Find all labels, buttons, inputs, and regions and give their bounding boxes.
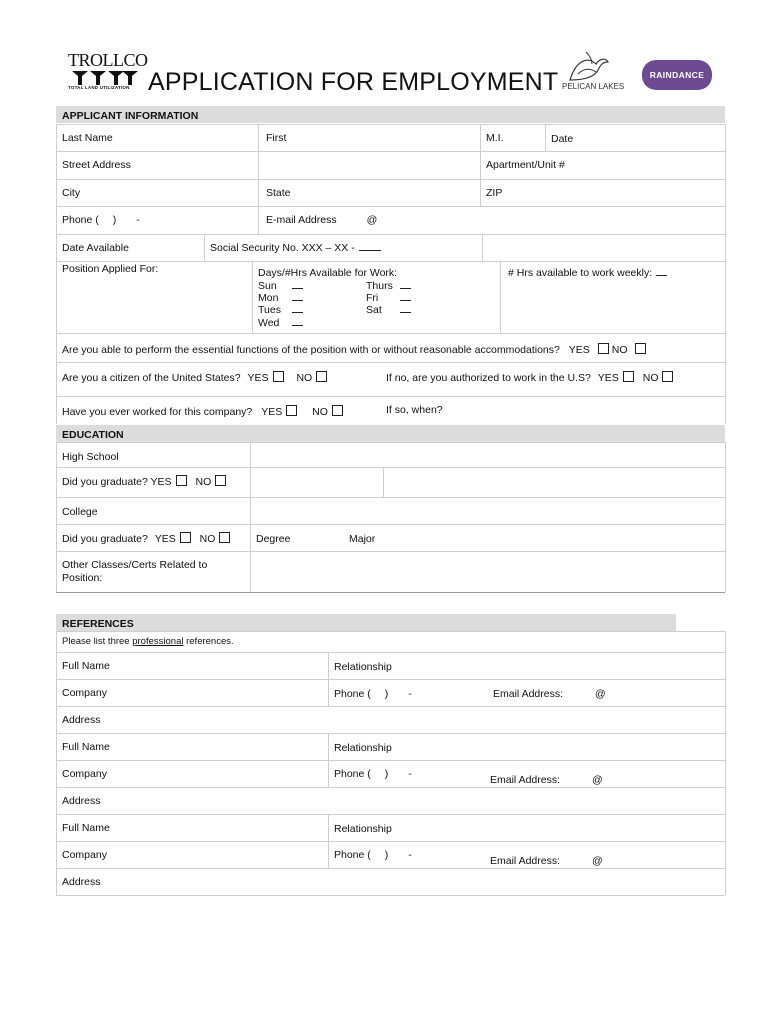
phone-label (62, 215, 140, 226)
essential-no-checkbox[interactable] (635, 343, 646, 354)
city-label: City (62, 187, 81, 199)
ref1-company-label: Company (62, 687, 107, 699)
major-label: Major (349, 533, 376, 545)
email-label (266, 215, 377, 226)
hs-graduate-question: Did you graduate? YES NO (62, 475, 226, 488)
yes-label: YES (150, 476, 172, 488)
date-available-label: Date Available (62, 242, 129, 254)
worked-yes-checkbox[interactable] (286, 405, 297, 416)
no-label: NO (642, 372, 659, 384)
section-title: REFERENCES (62, 618, 134, 630)
phone-prefix: Phone ( (62, 214, 99, 226)
day-wed: Wed (258, 318, 303, 329)
street-address-label: Street Address (62, 159, 131, 171)
ref3-address-label: Address (62, 876, 101, 888)
page-title: APPLICATION FOR EMPLOYMENT (148, 68, 559, 96)
raindance-logo: RAINDANCE (642, 60, 712, 90)
ref3-full-name-label: Full Name (62, 822, 110, 834)
yes-label: YES (247, 372, 269, 384)
college-graduate-question: Did you graduate? YES NO (62, 532, 230, 545)
ref2-full-name-label: Full Name (62, 741, 110, 753)
ref2-relationship-label: Relationship (334, 742, 392, 754)
section-title: APPLICANT INFORMATION (62, 110, 199, 122)
day-tues: Tues (258, 305, 303, 316)
phone-paren: ) (112, 214, 117, 226)
mi-label: M.I. (486, 132, 504, 144)
no-label: NO (312, 406, 328, 418)
worked-when-label: If so, when? (386, 404, 443, 416)
worked-no-checkbox[interactable] (332, 405, 343, 416)
section-title: EDUCATION (62, 429, 124, 441)
college-label: College (62, 506, 98, 518)
day-sun: Sun (258, 281, 303, 292)
trollco-logo-tagline: TOTAL LAND UTILIZATION (68, 85, 130, 90)
phone-dash: - (136, 214, 140, 226)
hs-yes-checkbox[interactable] (176, 475, 187, 486)
days-hours-label: Days/#Hrs Available for Work: (258, 267, 398, 279)
citizen-question: Are you a citizen of the United States? YES NO (62, 371, 327, 384)
college-no-checkbox[interactable] (219, 532, 230, 543)
degree-label: Degree (256, 533, 291, 545)
zip-label: ZIP (486, 187, 503, 199)
section-references (56, 614, 676, 631)
no-label: NO (296, 372, 313, 384)
no-label: NO (195, 476, 212, 488)
day-sat: Sat (366, 305, 411, 316)
first-name-label: First (266, 132, 287, 144)
references-instruction: Please list three professional references. (62, 636, 234, 647)
day-thurs: Thurs (366, 281, 411, 292)
yes-label: YES (154, 533, 176, 545)
date-label: Date (551, 133, 574, 145)
college-yes-checkbox[interactable] (180, 532, 191, 543)
yes-label: YES (261, 406, 283, 418)
no-label: NO (199, 533, 216, 545)
ref1-relationship-label: Relationship (334, 661, 392, 673)
ref1-phone-label: Phone ( ) - (334, 688, 412, 700)
ssn-label (210, 243, 381, 254)
trollco-logo-name: TROLLCO (68, 50, 148, 70)
section-applicant-information (56, 106, 725, 123)
hs-no-checkbox[interactable] (215, 475, 226, 486)
authorized-yes-checkbox[interactable] (623, 371, 634, 382)
ref3-phone-label: Phone ( ) - (334, 849, 412, 861)
apartment-label: Apartment/Unit # (486, 159, 565, 171)
position-label: Position Applied For: (62, 263, 159, 275)
ref3-relationship-label: Relationship (334, 823, 392, 835)
day-fri: Fri (366, 293, 411, 304)
state-label: State (266, 187, 291, 199)
ref3-email-label: Email Address: @ (490, 855, 603, 867)
yes-label: YES (568, 344, 590, 356)
pelican-icon (566, 50, 610, 84)
citizen-yes-checkbox[interactable] (273, 371, 284, 382)
ssn-text: Social Security No. XXX – XX - (210, 242, 355, 254)
high-school-label: High School (62, 451, 119, 463)
ref3-company-label: Company (62, 849, 107, 861)
ref2-phone-label: Phone ( ) - (334, 768, 412, 780)
email-text: E-mail Address (266, 214, 337, 226)
worked-before-question: Have you ever worked for this company? YES NO (62, 405, 343, 418)
essential-functions-question: Are you able to perform the essential functions of the position with or without reasonable accommodations? YES NO (62, 343, 646, 356)
other-classes-label-line2: Position: (62, 572, 103, 584)
ref1-email-label: Email Address: @ (493, 688, 606, 700)
day-mon: Mon (258, 293, 303, 304)
authorized-question: If no, are you authorized to work in the U.S? YES NO (386, 371, 673, 384)
other-classes-label-line1: Other Classes/Certs Related to (62, 559, 208, 571)
pelican-lakes-logo: PELICAN LAKES (562, 82, 625, 91)
yes-label: YES (597, 372, 619, 384)
ref1-address-label: Address (62, 714, 101, 726)
last-name-label: Last Name (62, 132, 113, 144)
ref1-full-name-label: Full Name (62, 660, 110, 672)
ref2-email-label: Email Address: @ (490, 774, 603, 786)
essential-yes-checkbox[interactable] (598, 343, 609, 354)
ref2-address-label: Address (62, 795, 101, 807)
ref2-company-label: Company (62, 768, 107, 780)
citizen-no-checkbox[interactable] (316, 371, 327, 382)
email-at: @ (366, 214, 378, 226)
section-education (56, 425, 725, 442)
authorized-no-checkbox[interactable] (662, 371, 673, 382)
trollco-figures-icon (68, 71, 138, 85)
trollco-logo (68, 50, 148, 94)
no-label: NO (611, 344, 628, 356)
hours-weekly-label: # Hrs available to work weekly: (508, 268, 667, 279)
